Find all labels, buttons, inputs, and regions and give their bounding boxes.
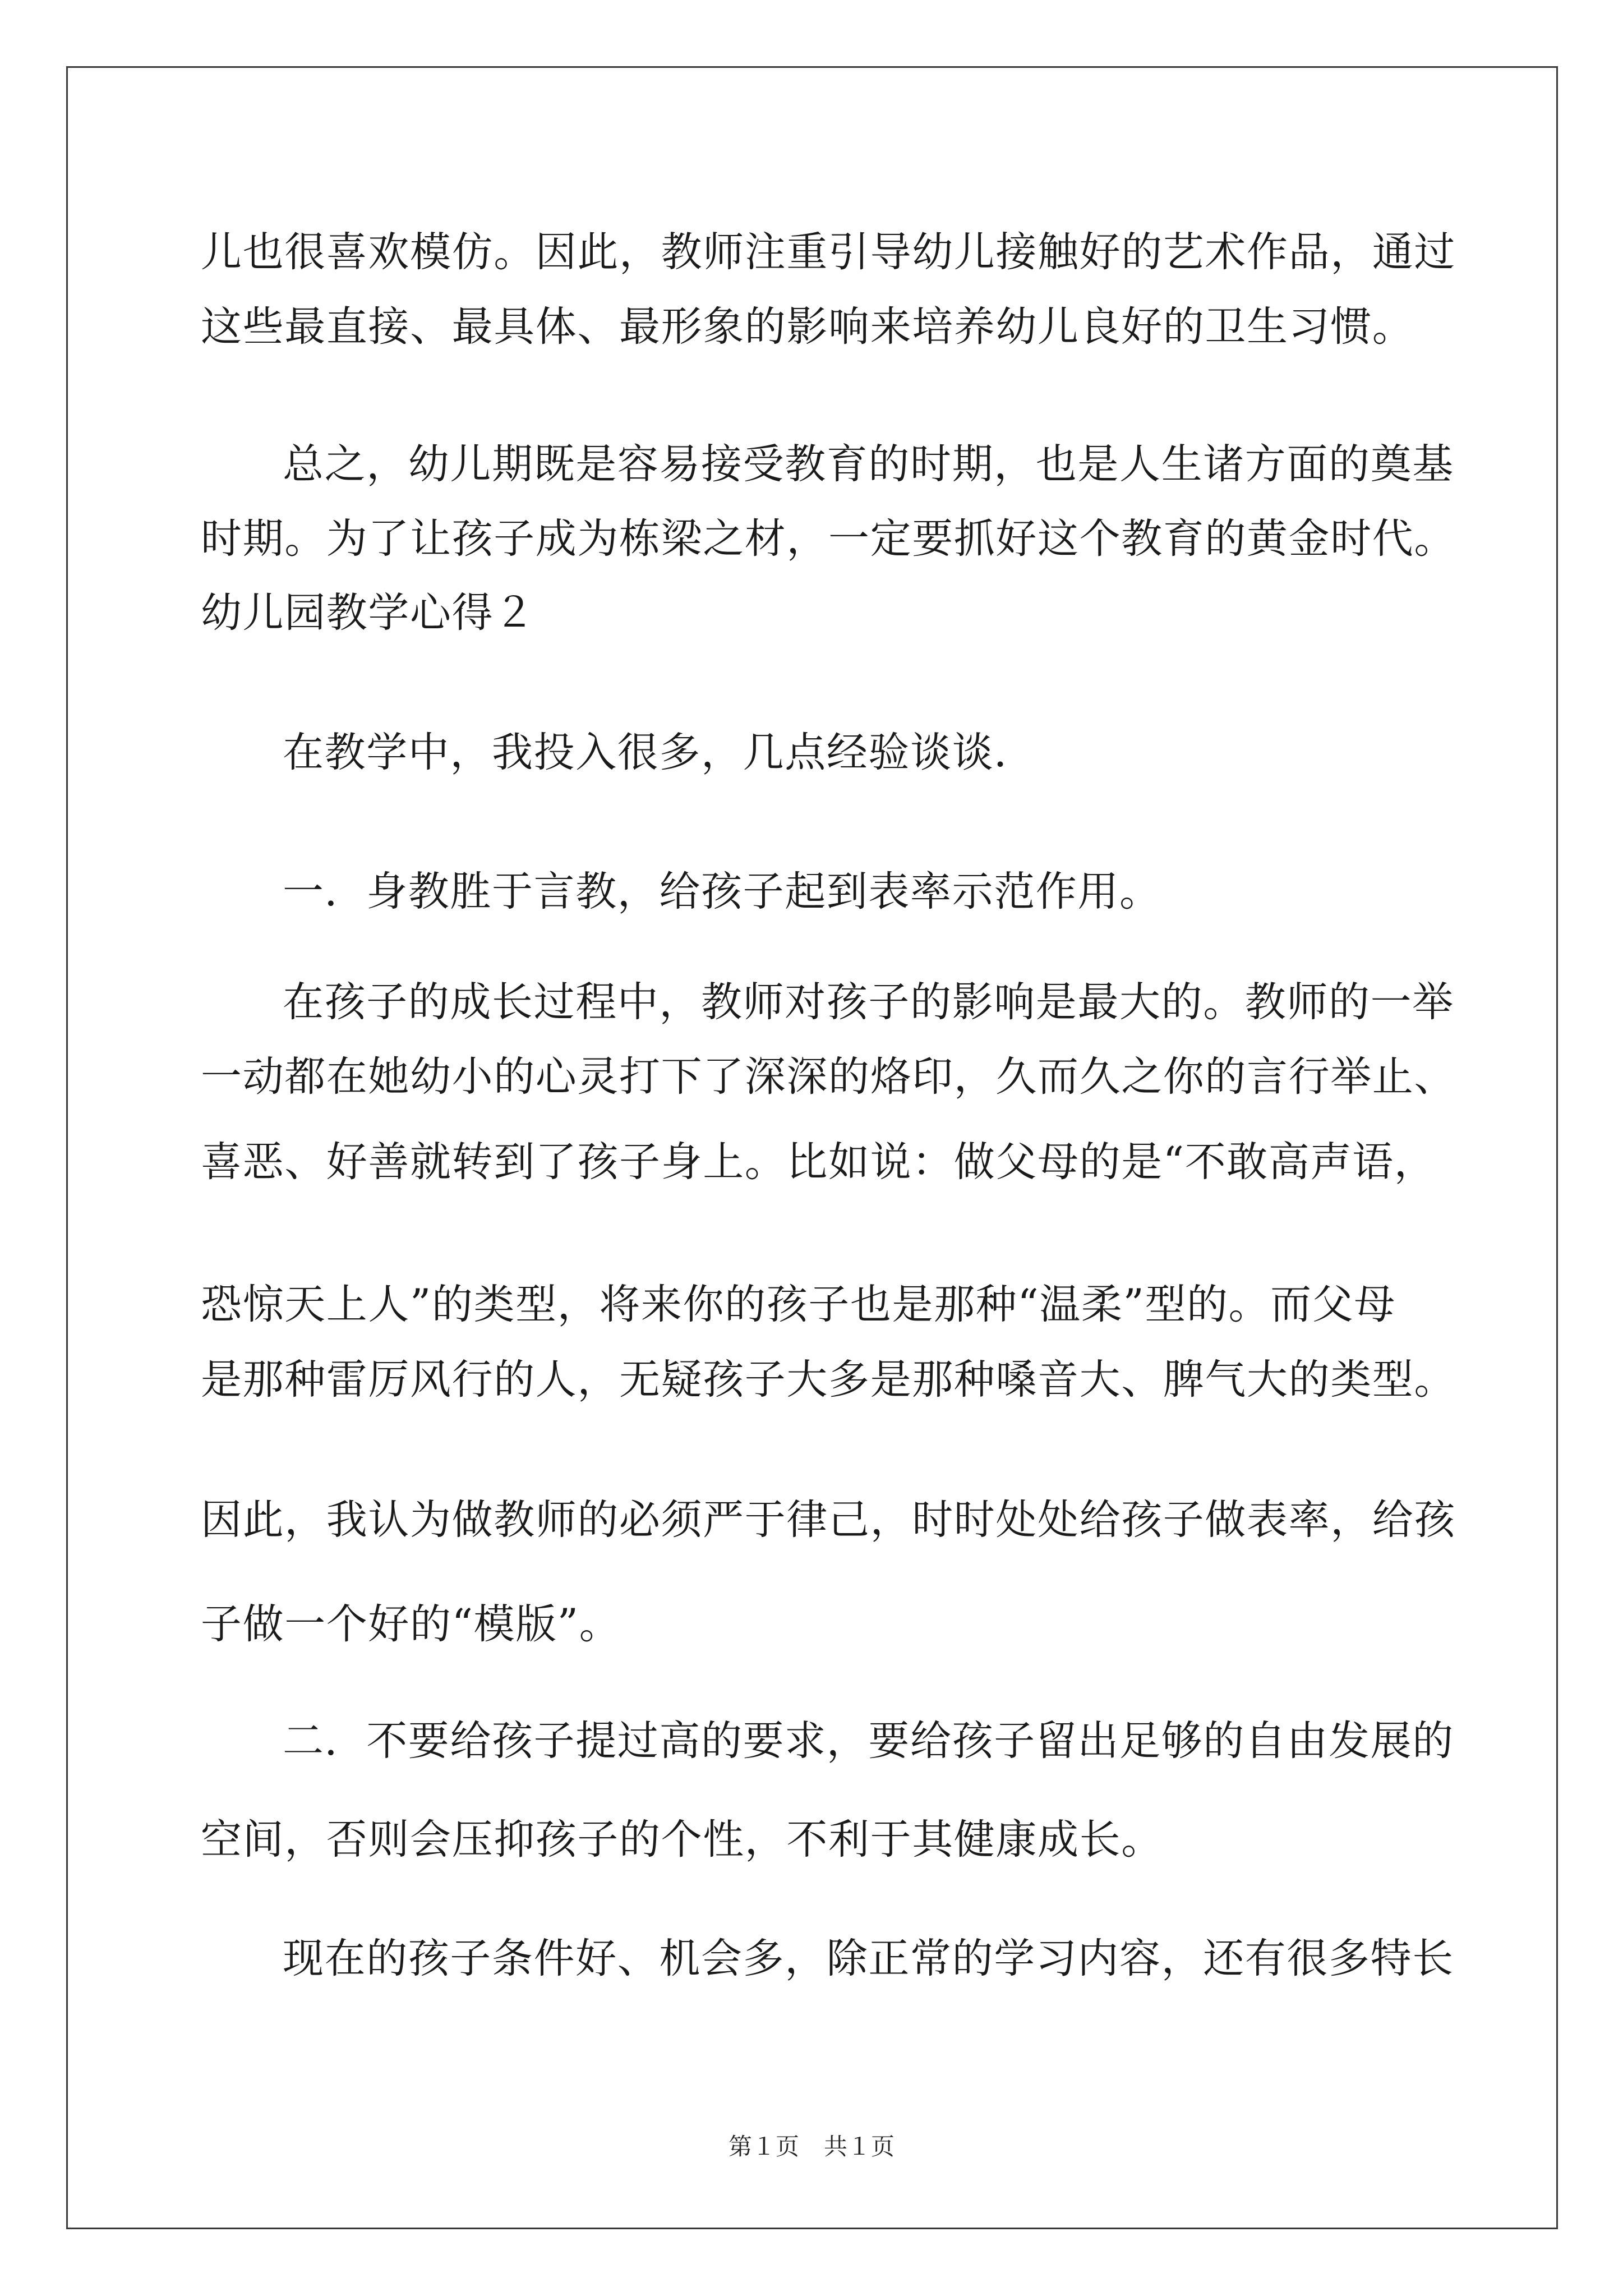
text-line: 时期。为了让孩子成为栋梁之材，一定要抓好这个教育的黄金时代。	[201, 515, 1456, 563]
text-line: 一动都在她幼小的心灵打下了深深的烙印，久而久之你的言行举止、	[201, 1053, 1456, 1101]
text-line: 喜恶、好善就转到了孩子身上。比如说：做父母的是“不敢高声语，	[201, 1138, 1436, 1186]
text-line: 子做一个好的“模版”。	[201, 1600, 621, 1648]
page-footer	[0, 2133, 1623, 2161]
text-line: 恐惊天上人”的类型，将来你的孩子也是那种“温柔”型的。而父母	[201, 1281, 1396, 1328]
text-line: 空间，否则会压抑孩子的个性，不利于其健康成长。	[201, 1816, 1163, 1864]
page-total: 共１页	[824, 2133, 895, 2160]
text-line: 在教学中，我投入很多，几点经验谈谈．	[283, 729, 1036, 776]
text-line: 在孩子的成长过程中，教师对孩子的影响是最大的。教师的一举	[283, 978, 1454, 1026]
page-number: 第１页	[728, 2133, 799, 2160]
text-line: 现在的孩子条件好、机会多，除正常的学习内容，还有很多特长	[283, 1935, 1454, 1982]
section-heading: 幼儿园教学心得２	[201, 589, 536, 637]
text-line: 是那种雷厉风行的人，无疑孩子大多是那种嗓音大、脾气大的类型。	[201, 1356, 1456, 1404]
text-line: 总之，幼儿期既是容易接受教育的时期，也是人生诸方面的奠基	[283, 440, 1454, 488]
text-line: 儿也很喜欢模仿。因此，教师注重引导幼儿接触好的艺术作品，通过	[201, 228, 1456, 276]
text-line: 因此，我认为做教师的必须严于律己，时时处处给孩子做表率，给孩	[201, 1496, 1456, 1544]
text-line: 这些最直接、最具体、最形象的影响来培养幼儿良好的卫生习惯。	[201, 303, 1414, 351]
text-line: 一．身教胜于言教，给孩子起到表率示范作用。	[283, 868, 1161, 915]
text-line: 二．不要给孩子提过高的要求，要给孩子留出足够的自由发展的	[283, 1717, 1454, 1765]
